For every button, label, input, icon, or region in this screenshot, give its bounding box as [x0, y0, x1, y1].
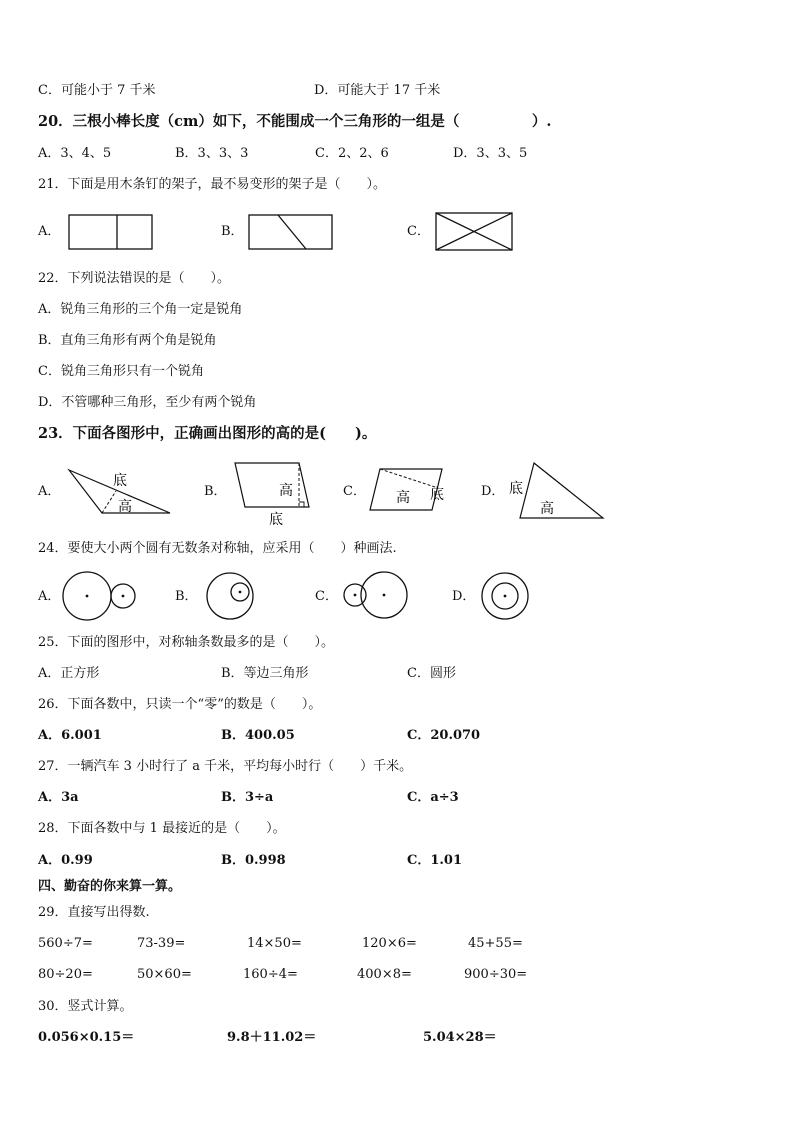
q24-label-a: A． [38, 589, 61, 604]
q22-option-c: C．锐角三角形只有一个锐角 [38, 364, 204, 379]
q27-option-a: A．3a [38, 790, 79, 805]
q24-label-c: C． [315, 589, 338, 604]
q26-option-a: A．6.001 [38, 728, 102, 743]
q23-c-base-label: 底 [430, 487, 444, 503]
q23-d-base-label: 底 [509, 481, 523, 497]
q26-stem: 26．下面各数中，只读一个“零”的数是（ ）。 [38, 697, 322, 712]
q23-b-height-label: 高 [279, 483, 293, 499]
q29-row1-item2: 73-39= [137, 936, 186, 951]
q20-option-b: B．3、3、3 [175, 146, 249, 161]
q25-stem: 25．下面的图形中，对称轴条数最多的是（ ）。 [38, 635, 335, 650]
q21-label-c: C． [407, 224, 430, 239]
q25-option-b: B．等边三角形 [221, 666, 309, 681]
q29-row1-item1: 560÷7= [38, 936, 93, 951]
q21-figure-c-frame [435, 212, 514, 252]
q29-row1-item4: 120×6= [362, 936, 417, 951]
q23-b-base-label: 底 [269, 512, 283, 528]
q19-option-c: C．可能小于 7 千米 [38, 83, 156, 98]
q21-label-a: A． [38, 224, 61, 239]
q30-item3: 5.04×28＝ [423, 1030, 497, 1045]
q22-stem: 22．下列说法错误的是（ ）。 [38, 271, 231, 286]
q30-item1: 0.056×0.15＝ [38, 1030, 135, 1045]
q22-option-a: A．锐角三角形的三个角一定是锐角 [38, 302, 243, 317]
q27-option-b: B．3÷a [221, 790, 274, 805]
q24-stem: 24．要使大小两个圆有无数条对称轴，应采用（ ）种画法. [38, 541, 397, 556]
q21-figure-a-frame [68, 214, 154, 251]
q29-row1-item3: 14×50= [247, 936, 302, 951]
q22-option-d: D．不管哪种三角形，至少有两个锐角 [38, 395, 257, 410]
q23-label-a: A． [38, 484, 61, 499]
q27-stem: 27．一辆汽车 3 小时行了 a 千米，平均每小时行（ ）千米。 [38, 759, 413, 774]
q30-item2: 9.8＋11.02＝ [227, 1030, 317, 1045]
q23-a-base-label: 底 [113, 473, 127, 489]
q24-figure-a-circles [60, 570, 140, 622]
q29-row2-item1: 80÷20= [38, 967, 93, 982]
q21-stem: 21．下面是用木条钉的架子，最不易变形的架子是（ ）。 [38, 177, 387, 192]
q29-stem: 29．直接写出得数. [38, 905, 150, 920]
q20-option-c: C．2、2、6 [315, 146, 389, 161]
q30-stem: 30．竖式计算。 [38, 999, 133, 1014]
q21-figure-b-frame [248, 214, 334, 251]
q19-option-d: D．可能大于 17 千米 [314, 83, 441, 98]
q20-stem: 20．三根小棒长度（cm）如下，不能围成一个三角形的一组是（ ）. [38, 113, 552, 130]
q23-label-b: B． [204, 484, 227, 499]
q23-d-height-label: 高 [540, 501, 554, 517]
q25-option-a: A．正方形 [38, 666, 100, 681]
q28-option-a: A．0.99 [38, 853, 93, 868]
q23-figure-a-triangle [66, 466, 174, 518]
section4-title: 四、勤奋的你来算一算。 [38, 879, 182, 894]
q28-stem: 28．下面各数中与 1 最接近的是（ ）。 [38, 821, 286, 836]
q23-figure-c-parallelogram [368, 466, 454, 514]
q23-stem: 23．下面各图形中，正确画出图形的高的是( )。 [38, 425, 377, 442]
q27-option-c: C．a÷3 [407, 790, 459, 805]
q24-figure-c-circles [340, 570, 410, 622]
q29-row2-item3: 160÷4= [243, 967, 298, 982]
q22-option-b: B．直角三角形有两个角是锐角 [38, 333, 217, 348]
q24-label-d: D． [452, 589, 476, 604]
q29-row2-item5: 900÷30= [464, 967, 528, 982]
q23-a-height-label: 高 [118, 499, 132, 515]
q23-c-height-label: 高 [396, 490, 410, 506]
q23-figure-d-triangle [506, 460, 608, 522]
q28-option-b: B．0.998 [221, 853, 286, 868]
q23-figure-b-parallelogram [232, 460, 314, 528]
q20-option-a: A．3、4、5 [38, 146, 112, 161]
q24-figure-d-circles [480, 570, 532, 622]
q29-row1-item5: 45+55= [468, 936, 523, 951]
q28-option-c: C．1.01 [407, 853, 463, 868]
q21-label-b: B． [221, 224, 244, 239]
q26-option-b: B．400.05 [221, 728, 295, 743]
q29-row2-item4: 400×8= [357, 967, 412, 982]
q23-label-c: C． [343, 484, 366, 499]
q24-figure-b-circles [204, 570, 258, 622]
q29-row2-item2: 50×60= [137, 967, 192, 982]
q26-option-c: C．20.070 [407, 728, 481, 743]
q20-option-d: D．3、3、5 [453, 146, 528, 161]
q24-label-b: B． [175, 589, 198, 604]
q25-option-c: C．圆形 [407, 666, 456, 681]
q23-label-d: D． [481, 484, 505, 499]
